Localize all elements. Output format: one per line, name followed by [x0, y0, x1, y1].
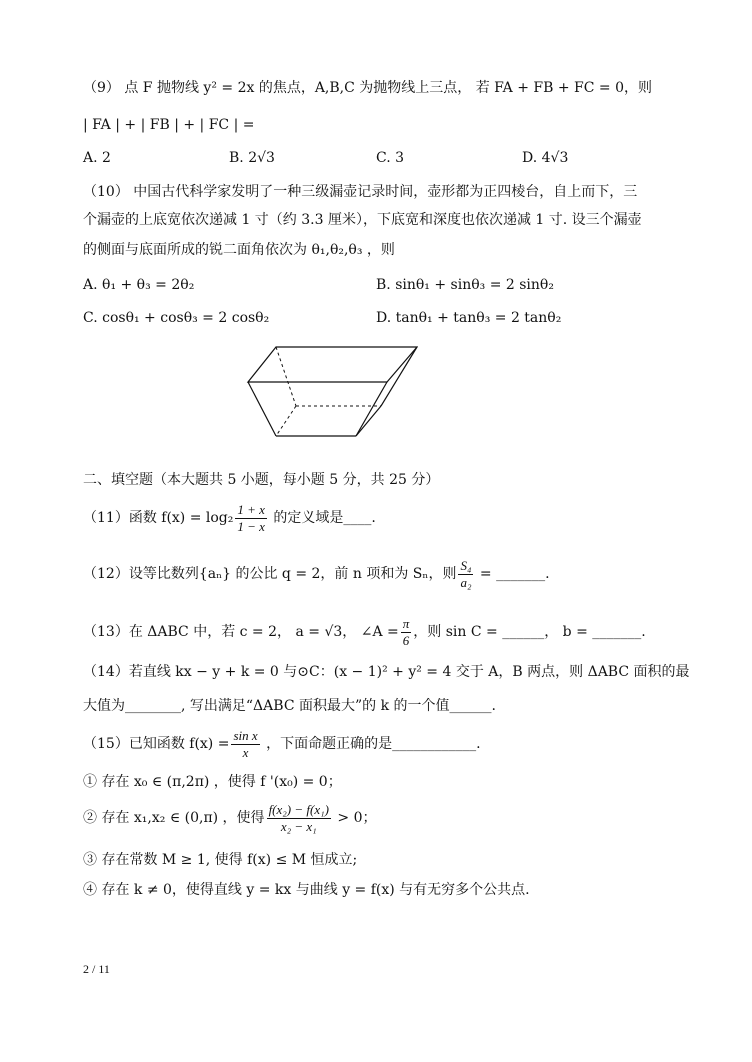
q10-option-d: D. tanθ₁ + tanθ₃ = 2 tanθ₂ [376, 310, 562, 326]
q13-frac-den: 6 [402, 632, 410, 648]
q12-suffix: = _______. [475, 566, 550, 582]
q13-prefix: （13）在 ΔABC 中，若 c = 2， a = √3， ∠A = [83, 624, 399, 640]
q9-line1: （9） 点 F 抛物线 y² = 2x 的焦点，A,B,C 为抛物线上三点， 若 FA + FB + FC = 0，则 [83, 80, 653, 96]
q11-prefix: （11）函数 f(x) = log₂ [83, 510, 234, 526]
q11-line [83, 500, 376, 536]
q13-frac-num: π [402, 615, 410, 631]
q12-prefix: （12）设等比数列{aₙ} 的公比 q = 2，前 n 项和为 Sₙ，则 [83, 566, 457, 582]
q9-option-d: D. 4√3 [522, 150, 569, 166]
q11-frac-den: 1 − x [237, 518, 265, 534]
frustum-edge-front-left [248, 382, 276, 436]
q9-option-a: A. 2 [83, 150, 111, 166]
q15-line [83, 726, 481, 762]
q11-suffix: 的定义域是____. [268, 510, 376, 526]
frustum-top-face [248, 347, 417, 382]
q15-item2-suffix: > 0； [332, 810, 377, 826]
q15-item4: ④ 存在 k ≠ 0，使得直线 y = kx 与曲线 y = f(x) 与有无穷多个公共点. [83, 882, 530, 898]
q10-line1: （10） 中国古代科学家发明了一种三级漏壶记录时间，壶形都为正四棱台，自上而下，三 [83, 184, 638, 200]
q12-frac-num: S₄ [460, 557, 472, 573]
q13-line [83, 614, 646, 650]
q9-option-c: C. 3 [376, 150, 405, 166]
q12-line [83, 556, 550, 592]
frustum-hidden-bottom-left [276, 406, 296, 436]
q11-fraction [235, 502, 267, 535]
q10-line3: 的侧面与底面所成的锐二面角依次为 θ₁,θ₂,θ₃ ，则 [83, 242, 395, 258]
q12-frac-den: a₂ [460, 574, 472, 590]
page-number: 2 / 11 [83, 962, 110, 976]
q9-option-b: B. 2√3 [229, 150, 275, 166]
section2-title: 二、填空题（本大题共 5 小题，每小题 5 分，共 25 分） [83, 472, 440, 488]
q10-option-c: C. cosθ₁ + cosθ₃ = 2 cosθ₂ [83, 310, 270, 326]
q15-item2-prefix: ② 存在 x₁,x₂ ∈ (0,π) ，使得 [83, 810, 265, 826]
frustum-edge-back-right [381, 347, 417, 406]
q15-suffix: ，下面命题正确的是____________. [261, 736, 481, 752]
q15-item3: ③ 存在常数 M ≥ 1, 使得 f(x) ≤ M 恒成立; [83, 852, 358, 868]
q12-fraction [458, 558, 473, 591]
frustum-figure [246, 344, 418, 440]
q10-option-b: B. sinθ₁ + sinθ₃ = 2 sinθ₂ [376, 277, 554, 293]
q13-suffix: ，则 sin C = ______， b = _______. [413, 624, 646, 640]
q10-option-a: A. θ₁ + θ₃ = 2θ₂ [83, 277, 195, 293]
q15-fraction [231, 728, 259, 761]
q13-fraction [401, 616, 412, 649]
q15-frac-num: sin x [233, 727, 258, 743]
frustum-bottom-right [356, 406, 381, 436]
q15-item2-fraction [267, 802, 331, 835]
q15-item1: ① 存在 x₀ ∈ (π,2π) ，使得 f '(x₀) = 0； [83, 774, 342, 790]
frustum-hidden-edge-back-left [276, 347, 296, 406]
q15-item2-den: x₂ − x₁ [280, 818, 317, 834]
q14-line1: （14）若直线 kx − y + k = 0 与⊙C：(x − 1)² + y² = 4 交于 A，B 两点，则 ΔABC 面积的最 [83, 664, 690, 680]
q9-line2: | FA | + | FB | + | FC | = [83, 117, 255, 133]
q14-line2: 大值为________, 写出满足“ΔABC 面积最大”的 k 的一个值______. [83, 698, 496, 714]
q15-prefix: （15）已知函数 f(x) = [83, 736, 230, 752]
frustum-edge-front-right [356, 382, 387, 436]
q15-frac-den: x [242, 744, 249, 760]
q10-line2: 个漏壶的上底宽依次递减 1 寸（约 3.3 厘米），下底宽和深度也依次递减 1 寸. 设三个漏壶 [83, 212, 642, 228]
q15-item2-num: f(x₂) − f(x₁) [268, 801, 329, 817]
q15-item2 [83, 800, 377, 836]
q11-frac-num: 1 + x [237, 501, 265, 517]
